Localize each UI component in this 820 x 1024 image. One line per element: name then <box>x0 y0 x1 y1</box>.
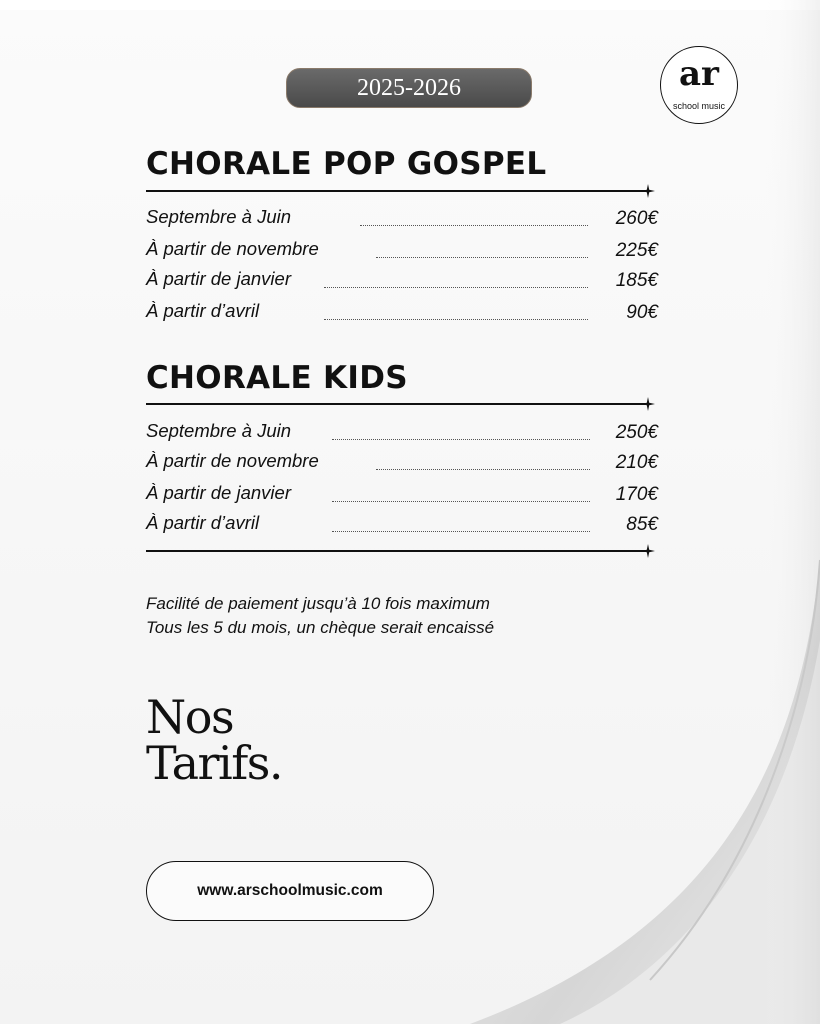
section-title-pop-gospel: CHORALE POP GOSPEL <box>146 146 547 182</box>
school-logo <box>660 46 738 124</box>
price-row <box>146 266 658 294</box>
sparkle-icon <box>641 397 655 411</box>
price-period-label: Septembre à Juin <box>146 420 292 441</box>
page-heading-line: Tarifs. <box>146 736 282 790</box>
price-row <box>146 448 658 476</box>
dot-leader <box>324 287 588 288</box>
price-value: 260€ <box>615 208 658 229</box>
dot-leader <box>324 319 588 320</box>
dot-leader <box>376 469 590 470</box>
price-period-label: Septembre à Juin <box>146 206 292 227</box>
price-value: 90€ <box>626 302 658 323</box>
section-divider <box>146 550 648 552</box>
price-row <box>146 236 658 264</box>
price-row <box>146 510 658 538</box>
price-period-label: À partir de novembre <box>146 450 319 471</box>
price-value: 170€ <box>615 484 658 505</box>
sparkle-icon <box>641 184 655 198</box>
page-heading-line: Nos <box>146 690 234 744</box>
dot-leader <box>332 439 590 440</box>
price-value: 85€ <box>626 514 658 535</box>
dot-leader <box>360 225 588 226</box>
price-row <box>146 480 658 508</box>
price-value: 210€ <box>615 452 658 473</box>
price-row <box>146 298 658 326</box>
price-row <box>146 418 658 446</box>
payment-notes <box>146 592 494 640</box>
year-badge: 2025-2026 <box>286 68 532 108</box>
payment-note-line: Facilité de paiement jusqu’à 10 fois maximum <box>146 594 490 613</box>
price-period-label: À partir d’avril <box>146 300 260 321</box>
price-value: 185€ <box>615 270 658 291</box>
price-row <box>146 204 658 232</box>
page-heading <box>146 690 282 790</box>
sparkle-icon <box>641 544 655 558</box>
payment-note-line: Tous les 5 du mois, un chèque serait encaissé <box>146 618 495 637</box>
price-period-label: À partir de janvier <box>146 482 291 503</box>
price-period-label: À partir de novembre <box>146 238 319 259</box>
dot-leader <box>332 501 590 502</box>
section-divider <box>146 403 648 405</box>
logo-text: school music <box>672 101 726 111</box>
price-period-label: À partir d’avril <box>146 512 260 533</box>
price-value: 250€ <box>615 422 658 443</box>
logo-mark: ar <box>679 54 719 94</box>
dot-leader <box>376 257 588 258</box>
price-period-label: À partir de janvier <box>146 268 291 289</box>
section-title-kids: CHORALE KIDS <box>146 360 408 396</box>
dot-leader <box>332 531 590 532</box>
price-value: 225€ <box>615 240 658 261</box>
website-link[interactable]: www.arschoolmusic.com <box>146 861 434 921</box>
section-divider <box>146 190 648 192</box>
